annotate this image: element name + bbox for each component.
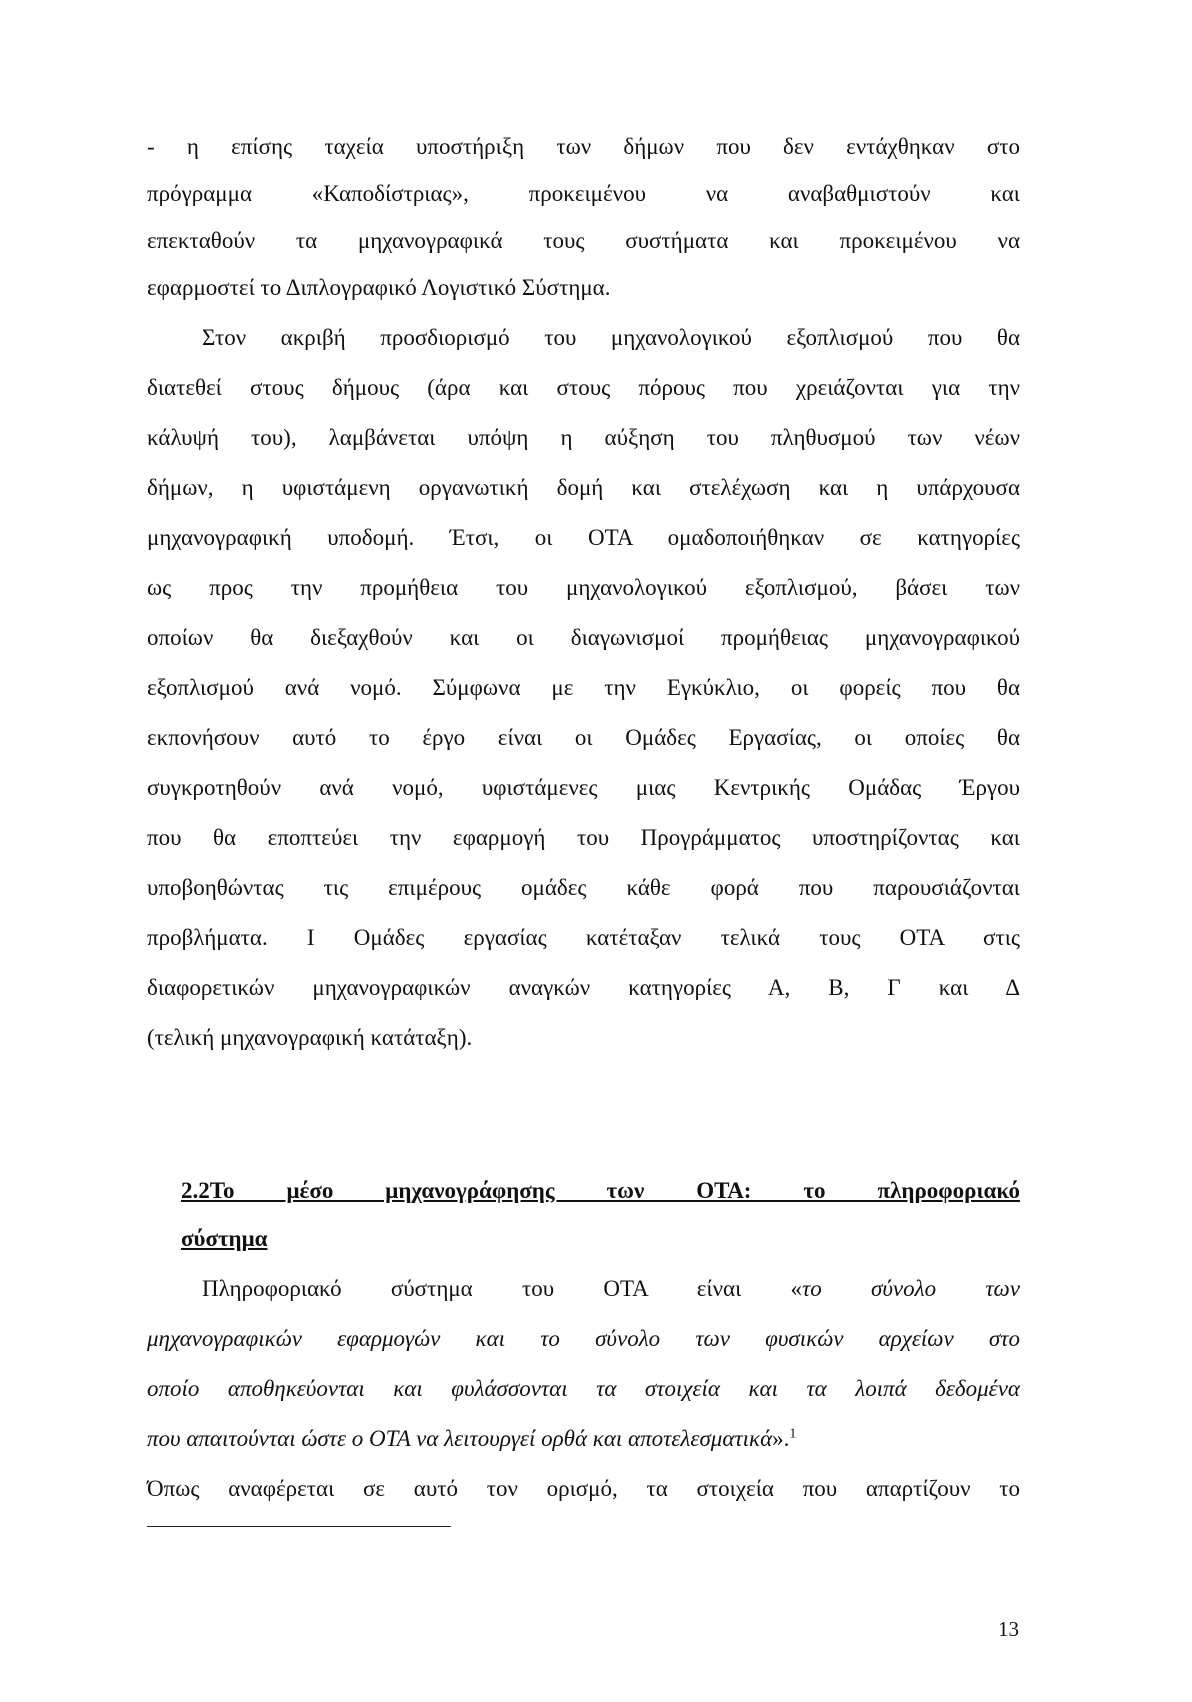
paragraph-2-line-2: διατεθεί στους δήμους (άρα και στους πόρους που χρειάζονται για την	[147, 375, 1020, 400]
paragraph-3-quote-start: το σύνολο των	[802, 1276, 1021, 1301]
paragraph-3-line-1	[147, 1275, 1020, 1303]
paragraph-2-line-15: (τελική μηχανογραφική κατάταξη).	[147, 1025, 473, 1050]
paragraph-2-line-10: συγκροτηθούν ανά νομό, υφιστάμενες μιας Κεντρικής Ομάδας Έργου	[147, 775, 1020, 800]
paragraph-1-line-4: εφαρμοστεί το Διπλογραφικό Λογιστικό Σύστημα.	[147, 275, 611, 300]
paragraph-2-line-5: μηχανογραφική υποδομή. Έτσι, οι ΟΤΑ ομαδοποιήθηκαν σε κατηγορίες	[147, 525, 1020, 550]
paragraph-2-line-6: ως προς την προμήθεια του μηχανολογικού εξοπλισμού, βάσει των	[147, 575, 1020, 600]
paragraph-3-line-4	[147, 1425, 1020, 1453]
paragraph-2-line-7: οποίων θα διεξαχθούν και οι διαγωνισμοί προμήθειας μηχανογραφικού	[147, 625, 1020, 650]
paragraph-3-line-2: μηχανογραφικών εφαρμογών και το σύνολο των φυσικών αρχείων στο	[147, 1326, 1020, 1351]
paragraph-2-line-8: εξοπλισμού ανά νομό. Σύμφωνα με την Εγκύκλιο, οι φορείς που θα	[147, 675, 1020, 700]
page-number: 13	[998, 1617, 1019, 1641]
paragraph-3-line-3: οποίο αποθηκεύονται και φυλάσσονται τα στοιχεία και τα λοιπά δεδομένα	[147, 1376, 1020, 1401]
paragraph-1-line-1: - η επίσης ταχεία υποστήριξη των δήμων που δεν εντάχθηκαν στο	[147, 134, 1020, 159]
paragraph-1-line-3: επεκταθούν τα μηχανογραφικά τους συστήματα και προκειμένου να	[147, 228, 1020, 253]
paragraph-2-line-9: εκπονήσουν αυτό το έργο είναι οι Ομάδες Εργασίας, οι οποίες θα	[147, 725, 1020, 750]
paragraph-1-line-2: πρόγραμμα «Καποδίστριας», προκειμένου να αναβαθμιστούν και	[147, 181, 1020, 206]
section-heading-line-2: σύστημα	[181, 1226, 268, 1251]
paragraph-3-line-5: Όπως αναφέρεται σε αυτό τον ορισμό, τα στοιχεία που απαρτίζουν το	[147, 1476, 1020, 1501]
section-heading-line-1: 2.2Το μέσο μηχανογράφησης των ΟΤΑ: το πληροφοριακό	[181, 1178, 1020, 1203]
paragraph-2-line-4: δήμων, η υφιστάμενη οργανωτική δομή και στελέχωση και η υπάρχουσα	[147, 475, 1020, 500]
paragraph-2-line-11: που θα εποπτεύει την εφαρμογή του Προγράμματος υποστηρίζοντας και	[147, 825, 1020, 850]
paragraph-2-line-13: προβλήματα. Ι Ομάδες εργασίας κατέταξαν τελικά τους ΟΤΑ στις	[147, 925, 1020, 950]
paragraph-3-intro-text: Πληροφοριακό σύστημα του ΟΤΑ είναι «	[202, 1276, 803, 1301]
footnote-separator	[147, 1526, 451, 1527]
paragraph-2-line-3: κάλυψή του), λαμβάνεται υπόψη η αύξηση του πληθυσμού των νέων	[147, 425, 1020, 450]
paragraph-3-quote-end: που απαιτούνται ώστε ο ΟΤΑ να λειτουργεί ορθά και αποτελεσματικά	[147, 1426, 773, 1451]
paragraph-2-line-14: διαφορετικών μηχανογραφικών αναγκών κατηγορίες Α, Β, Γ και Δ	[147, 975, 1020, 1000]
paragraph-3-quote-close: ».	[772, 1426, 790, 1451]
footnote-marker: 1	[789, 1426, 797, 1442]
paragraph-2-line-1: Στον ακριβή προσδιορισμό του μηχανολογικού εξοπλισμού που θα	[202, 325, 1020, 350]
paragraph-2-line-12: υποβοηθώντας τις επιμέρους ομάδες κάθε φορά που παρουσιάζονται	[147, 875, 1020, 900]
